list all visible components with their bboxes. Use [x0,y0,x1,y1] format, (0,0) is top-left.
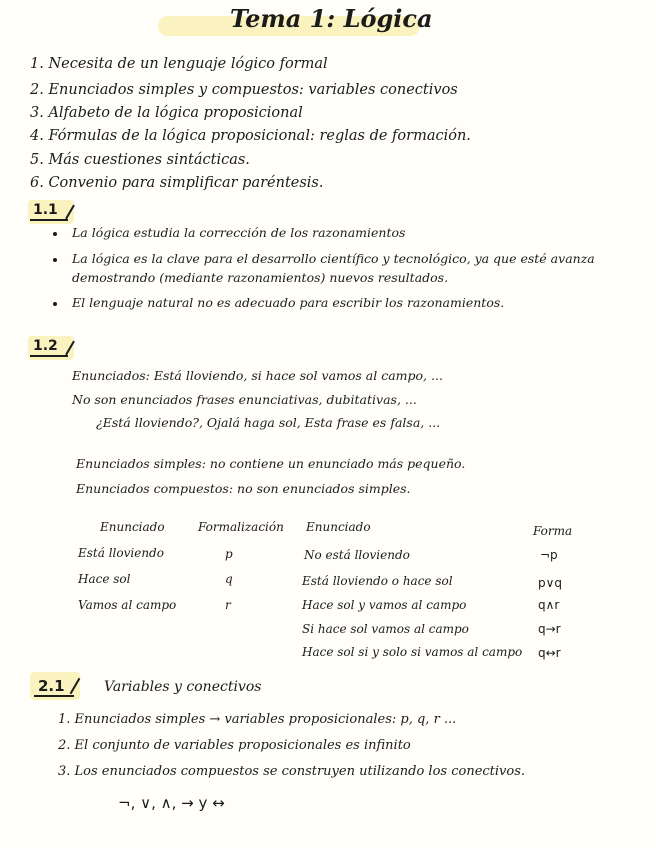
toc-item: 5. Más cuestiones sintácticas. [30,152,250,168]
table-right-cell: Si hace sol vamos al campo [302,622,469,636]
table-left-cell: q [225,572,233,586]
table-right-cell: No está lloviendo [304,548,410,562]
toc-item: 3. Alfabeto de la lógica proposicional [30,105,303,121]
section-2-1-label: 2.1 [38,677,65,695]
table-right-formula: q↔r [538,646,561,660]
list-item: 1. Enunciados simples → variables proposicionales: p, q, r ... [58,712,457,727]
section-1-2-label: 1.2 [33,338,58,354]
table-right-cell: Está lloviendo o hace sol [302,574,453,588]
table-left-cell: Hace sol [78,572,131,586]
list-item: 2. El conjunto de variables proposicionales es infinito [58,738,411,753]
table-right-formula: q→r [538,622,561,636]
toc-item: 6. Convenio para simplificar paréntesis. [30,175,324,191]
table-right-cell: Hace sol si y solo si vamos al campo [302,645,523,659]
table-left-cell: Vamos al campo [78,598,177,612]
table-left-cell: p [225,547,233,561]
examples-line: ¿Está lloviendo?, Ojalá haga sol, Esta frase es falsa, ... [96,415,441,430]
table-right-formula: q∧r [538,598,560,612]
simple-def-line: Enunciados simples: no contiene un enunciado más pequeño. [76,456,466,471]
table-left-cell: r [225,598,231,612]
table-right-formula: p∨q [538,576,563,590]
enunciados-line: Enunciados: Está lloviendo, si hace sol vamos al campo, ... [72,368,443,383]
bullet-dot [53,302,57,306]
table-right-cell: Hace sol y vamos al campo [302,598,467,612]
table-right-header-forma: Forma [533,524,573,538]
bullet-dot [53,258,57,262]
bullet-dot [53,232,57,236]
section-underline [30,219,68,221]
toc-item: 2. Enunciados simples y compuestos: variables conectivos [30,82,458,98]
section-2-1-title: Variables y conectivos [104,679,262,695]
toc-item: 1. Necesita de un lenguaje lógico formal [30,56,328,72]
section-underline [30,355,68,357]
toc-item: 4. Fórmulas de la lógica proposicional: reglas de formación. [30,128,471,144]
table-right-header-enunciado: Enunciado [306,520,371,534]
section-1-1-label: 1.1 [33,202,58,218]
table-right-formula: ¬p [540,548,558,562]
connectives-list: ¬, ∨, ∧, → y ↔ [118,794,225,812]
no-enunciados-line: No son enunciados frases enunciativas, dubitativas, ... [72,392,417,407]
table-left-header-enunciado: Enunciado [100,520,165,534]
page-title: Tema 1: Lógica [230,4,433,33]
table-left-header-formalizacion: Formalización [198,520,284,534]
bullet-text: La lógica estudia la corrección de los razonamientos [72,225,406,240]
compound-def-line: Enunciados compuestos: no son enunciados simples. [76,481,411,496]
list-item: 3. Los enunciados compuestos se construyen utilizando los conectivos. [58,764,526,779]
table-left-cell: Está lloviendo [78,546,164,560]
bullet-text-continuation: demostrando (mediante razonamientos) nuevos resultados. [72,270,449,285]
bullet-text: La lógica es la clave para el desarrollo científico y tecnológico, ya que esté avanza [72,251,595,266]
bullet-text: El lenguaje natural no es adecuado para escribir los razonamientos. [72,295,505,310]
section-underline [34,695,74,697]
